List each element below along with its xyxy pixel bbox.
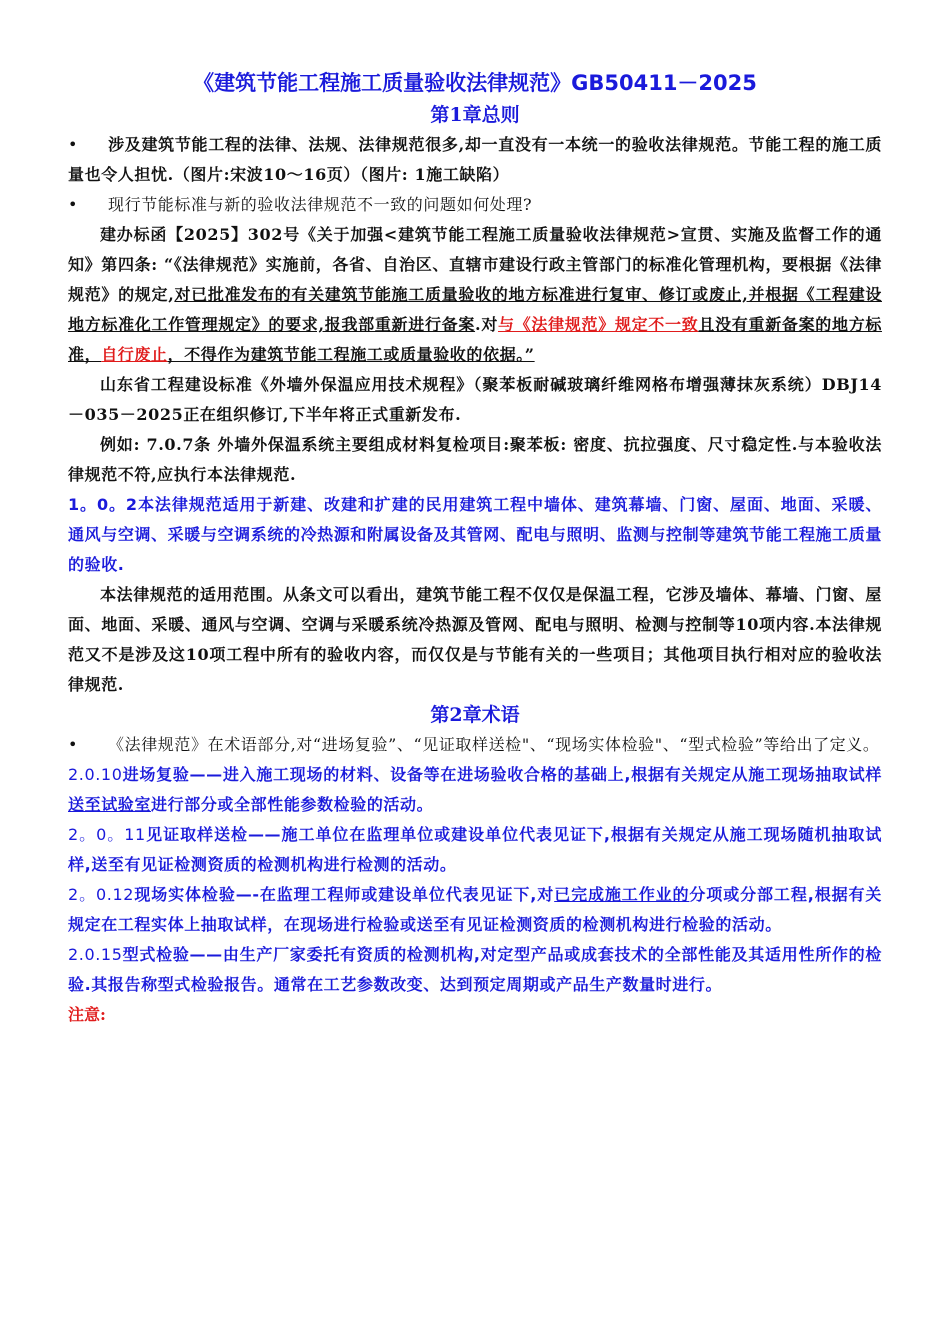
paragraph-notice: [68, 220, 882, 370]
term-text-end: 分项或分部工程,根据有关规定在工程实体上抽取试样，在现场进行检验或送至有见证检测资质的检测机构进行检验的活动。: [68, 885, 883, 934]
notice-text-red: 与《法律规范》规定不一致: [498, 315, 699, 334]
paragraph-question-text: 现行节能标准与新的验收法律规范不一致的问题如何处理?: [108, 195, 533, 214]
term-text: 现场实体检验—-在监理工程师或建设单位代表见证下,对: [134, 885, 555, 904]
notice-text-c: .对: [475, 315, 499, 334]
term-text-underlined: 已完成施工作业的: [554, 885, 690, 904]
paragraph-question: [68, 190, 882, 220]
term-2-0-10: [68, 760, 882, 820]
term-text: 型式检验——由生产厂家委托有资质的检测机构,对定型产品或成套技术的全部性能及其适用性所作的检验.其报告称型式检验报告。通常在工艺参数改变、达到预定周期或产品生产数量时进行。: [68, 945, 882, 994]
note-label: 注意:: [68, 1005, 106, 1024]
term-2-0-11: [68, 820, 882, 880]
notice-text-e: 且没有重新备案的地方标准，: [68, 315, 882, 364]
term-number: 2。0.12: [68, 885, 135, 904]
paragraph-intro: [68, 130, 882, 190]
term-text: 进场复验——进入施工现场的材料、设备等在进场验收合格的基础上,根据有关规定从施工现场抽取试样: [122, 765, 882, 784]
notice-text-a: 建办标函【2025】302号《关于加强<建筑节能工程施工质量验收法律规范>宣贯、实施及监督工作的通知》第四条: “《法律规范》实施前，各省、自治区、直辖市建设行政主管部门的标准化管理机构，要根据《法律规范》的规定,: [68, 225, 882, 304]
notice-text-g: ，不得作为建筑节能工程施工或质量验收的依据。”: [167, 345, 535, 364]
term-2-0-15: [68, 940, 882, 1000]
document-title: 《建筑节能工程施工质量验收法律规范》GB50411－2025: [193, 71, 757, 95]
paragraph-terms-text: 《法律规范》在术语部分,对“进场复验”、“见证取样送检"、“现场实体检验"、“型式检验”等给出了定义。: [108, 735, 880, 754]
paragraph-shandong: 山东省工程建设标准《外墙外保温应用技术规程》（聚苯板耐碱玻璃纤维网格布增强薄抹灰系统）DBJ14－035－2025正在组织修订,下半年将正式重新发布.: [68, 375, 882, 424]
clause-1-0-2: 1。0。2本法律规范适用于新建、改建和扩建的民用建筑工程中墙体、建筑幕墙、门窗、屋面、地面、采暖、通风与空调、采暖与空调系统的冷热源和附属设备及其管网、配电与照明、监测与控制等建筑节能工程施工质量的验收.: [68, 495, 882, 574]
paragraph-intro-text: 涉及建筑节能工程的法律、法规、法律规范很多,却一直没有一本统一的验收法律规范。节能工程的施工质量也令人担忧.（图片:宋波10～16页）（图片: 1施工缺陷）: [68, 135, 882, 184]
term-text: 见证取样送检——施工单位在监理单位或建设单位代表见证下,根据有关规定从施工现场随机抽取试样,送至有见证检测资质的检测机构进行检测的活动。: [68, 825, 883, 874]
notice-text-underlined: 对已批准发布的有关建筑节能施工质量验收的地方标准进行复审、修订或废止,并根据《工程建设地方标准化工作管理规定》的要求,报我部重新进行备案: [68, 285, 882, 334]
term-number: 2.0.10: [68, 765, 123, 784]
term-2-0-12: [68, 880, 882, 940]
paragraph-example: 例如: 7.0.7条 外墙外保温系统主要组成材料复检项目:聚苯板: 密度、抗拉强度、尺寸稳定性.与本验收法律规范不符,应执行本法律规范.: [68, 435, 882, 484]
chapter-2-heading: 第2章术语: [430, 704, 520, 726]
term-number: 2.0.15: [68, 945, 123, 964]
term-number: 2。0。11: [68, 825, 146, 844]
term-text-end: 进行部分或全部性能参数检验的活动。: [151, 795, 434, 814]
paragraph-terms: [68, 730, 882, 760]
term-text-underlined: 送至试验室: [68, 795, 152, 814]
bullet-icon: •: [68, 735, 79, 754]
bullet-icon: •: [68, 135, 79, 154]
notice-text-red-2: 自行废止: [101, 345, 168, 364]
paragraph-scope: 本法律规范的适用范围。从条文可以看出，建筑节能工程不仅仅是保温工程，它涉及墙体、幕墙、门窗、屋面、地面、采暖、通风与空调、空调与采暖系统冷热源及管网、配电与照明、检测与控制等10项内容.本法律规范又不是涉及这10项工程中所有的验收内容，而仅仅是与节能有关的一些项目；其他项目执行相对应的验收法律规范.: [68, 585, 882, 694]
bullet-icon: •: [68, 195, 79, 214]
chapter-1-heading: 第1章总则: [430, 104, 520, 126]
